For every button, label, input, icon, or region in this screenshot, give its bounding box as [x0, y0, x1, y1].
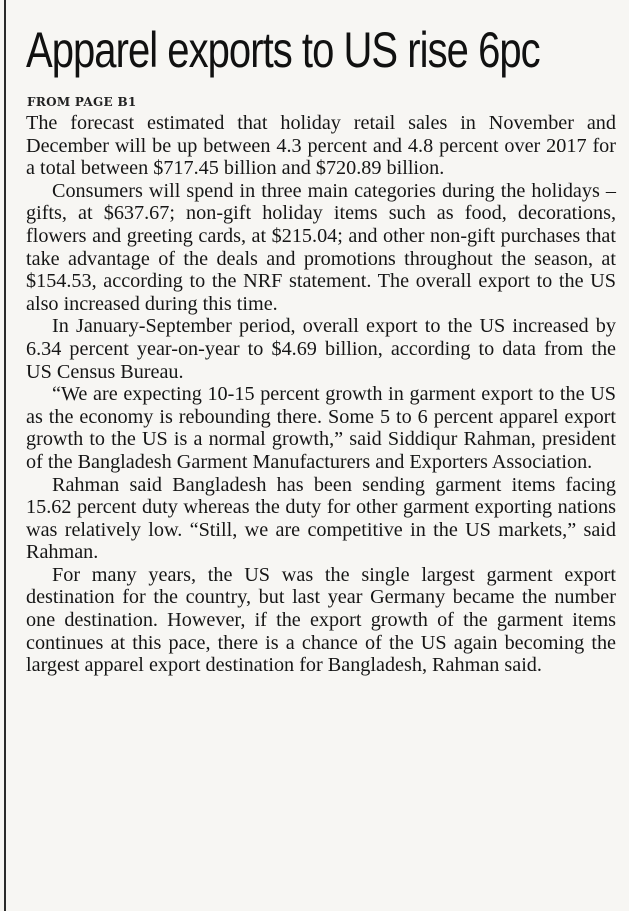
headline: Apparel exports to US rise 6pc [26, 22, 540, 78]
paragraph-forecast: The forecast estimated that holiday retail sales in November and December will be up between 4.3 percent and 4.8 percent over 2017 for a total between $717.45 billion and $720.89 billion. [26, 112, 616, 180]
paragraph-duty: Rahman said Bangladesh has been sending garment items facing 15.62 percent duty whereas the duty for other garment exporting nations was relatively low. “Still, we are competitive in the US markets,” said Rahman. [26, 473, 616, 564]
paragraph-quote-growth: “We are expecting 10-15 percent growth in garment export to the US as the economy is rebounding there. Some 5 to 6 percent apparel export growth to the US is a normal growth,” said Siddiqur Rahman, president of the Bangladesh Garment Manufacturers and Exporters Association. [26, 383, 616, 473]
column-rule [4, 0, 6, 911]
paragraph-destination: For many years, the US was the single largest garment export destination for the country, but last year Germany became the number one destination. However, if the export growth of the garment items continues at this pace, there is a chance of the US again becoming the largest apparel export destination for Bangladesh, Rahman said. [26, 563, 616, 677]
paragraph-consumer-spending: Consumers will spend in three main categories during the holidays – gifts, at $637.67; non-gift holiday items such as food, decorations, flowers and greeting cards, at $215.04; and other non-gift purchases that take advantage of the deals and promotions throughout the season, at $154.53, according to the NRF statement. The overall export to the US also increased during this time. [26, 179, 616, 315]
continuation-kicker: FROM PAGE B1 [27, 95, 137, 109]
paragraph-export-data: In January-September period, overall export to the US increased by 6.34 percent year-on-year to $4.69 billion, according to data from the US Census Bureau. [26, 315, 616, 383]
article-body [26, 112, 616, 677]
